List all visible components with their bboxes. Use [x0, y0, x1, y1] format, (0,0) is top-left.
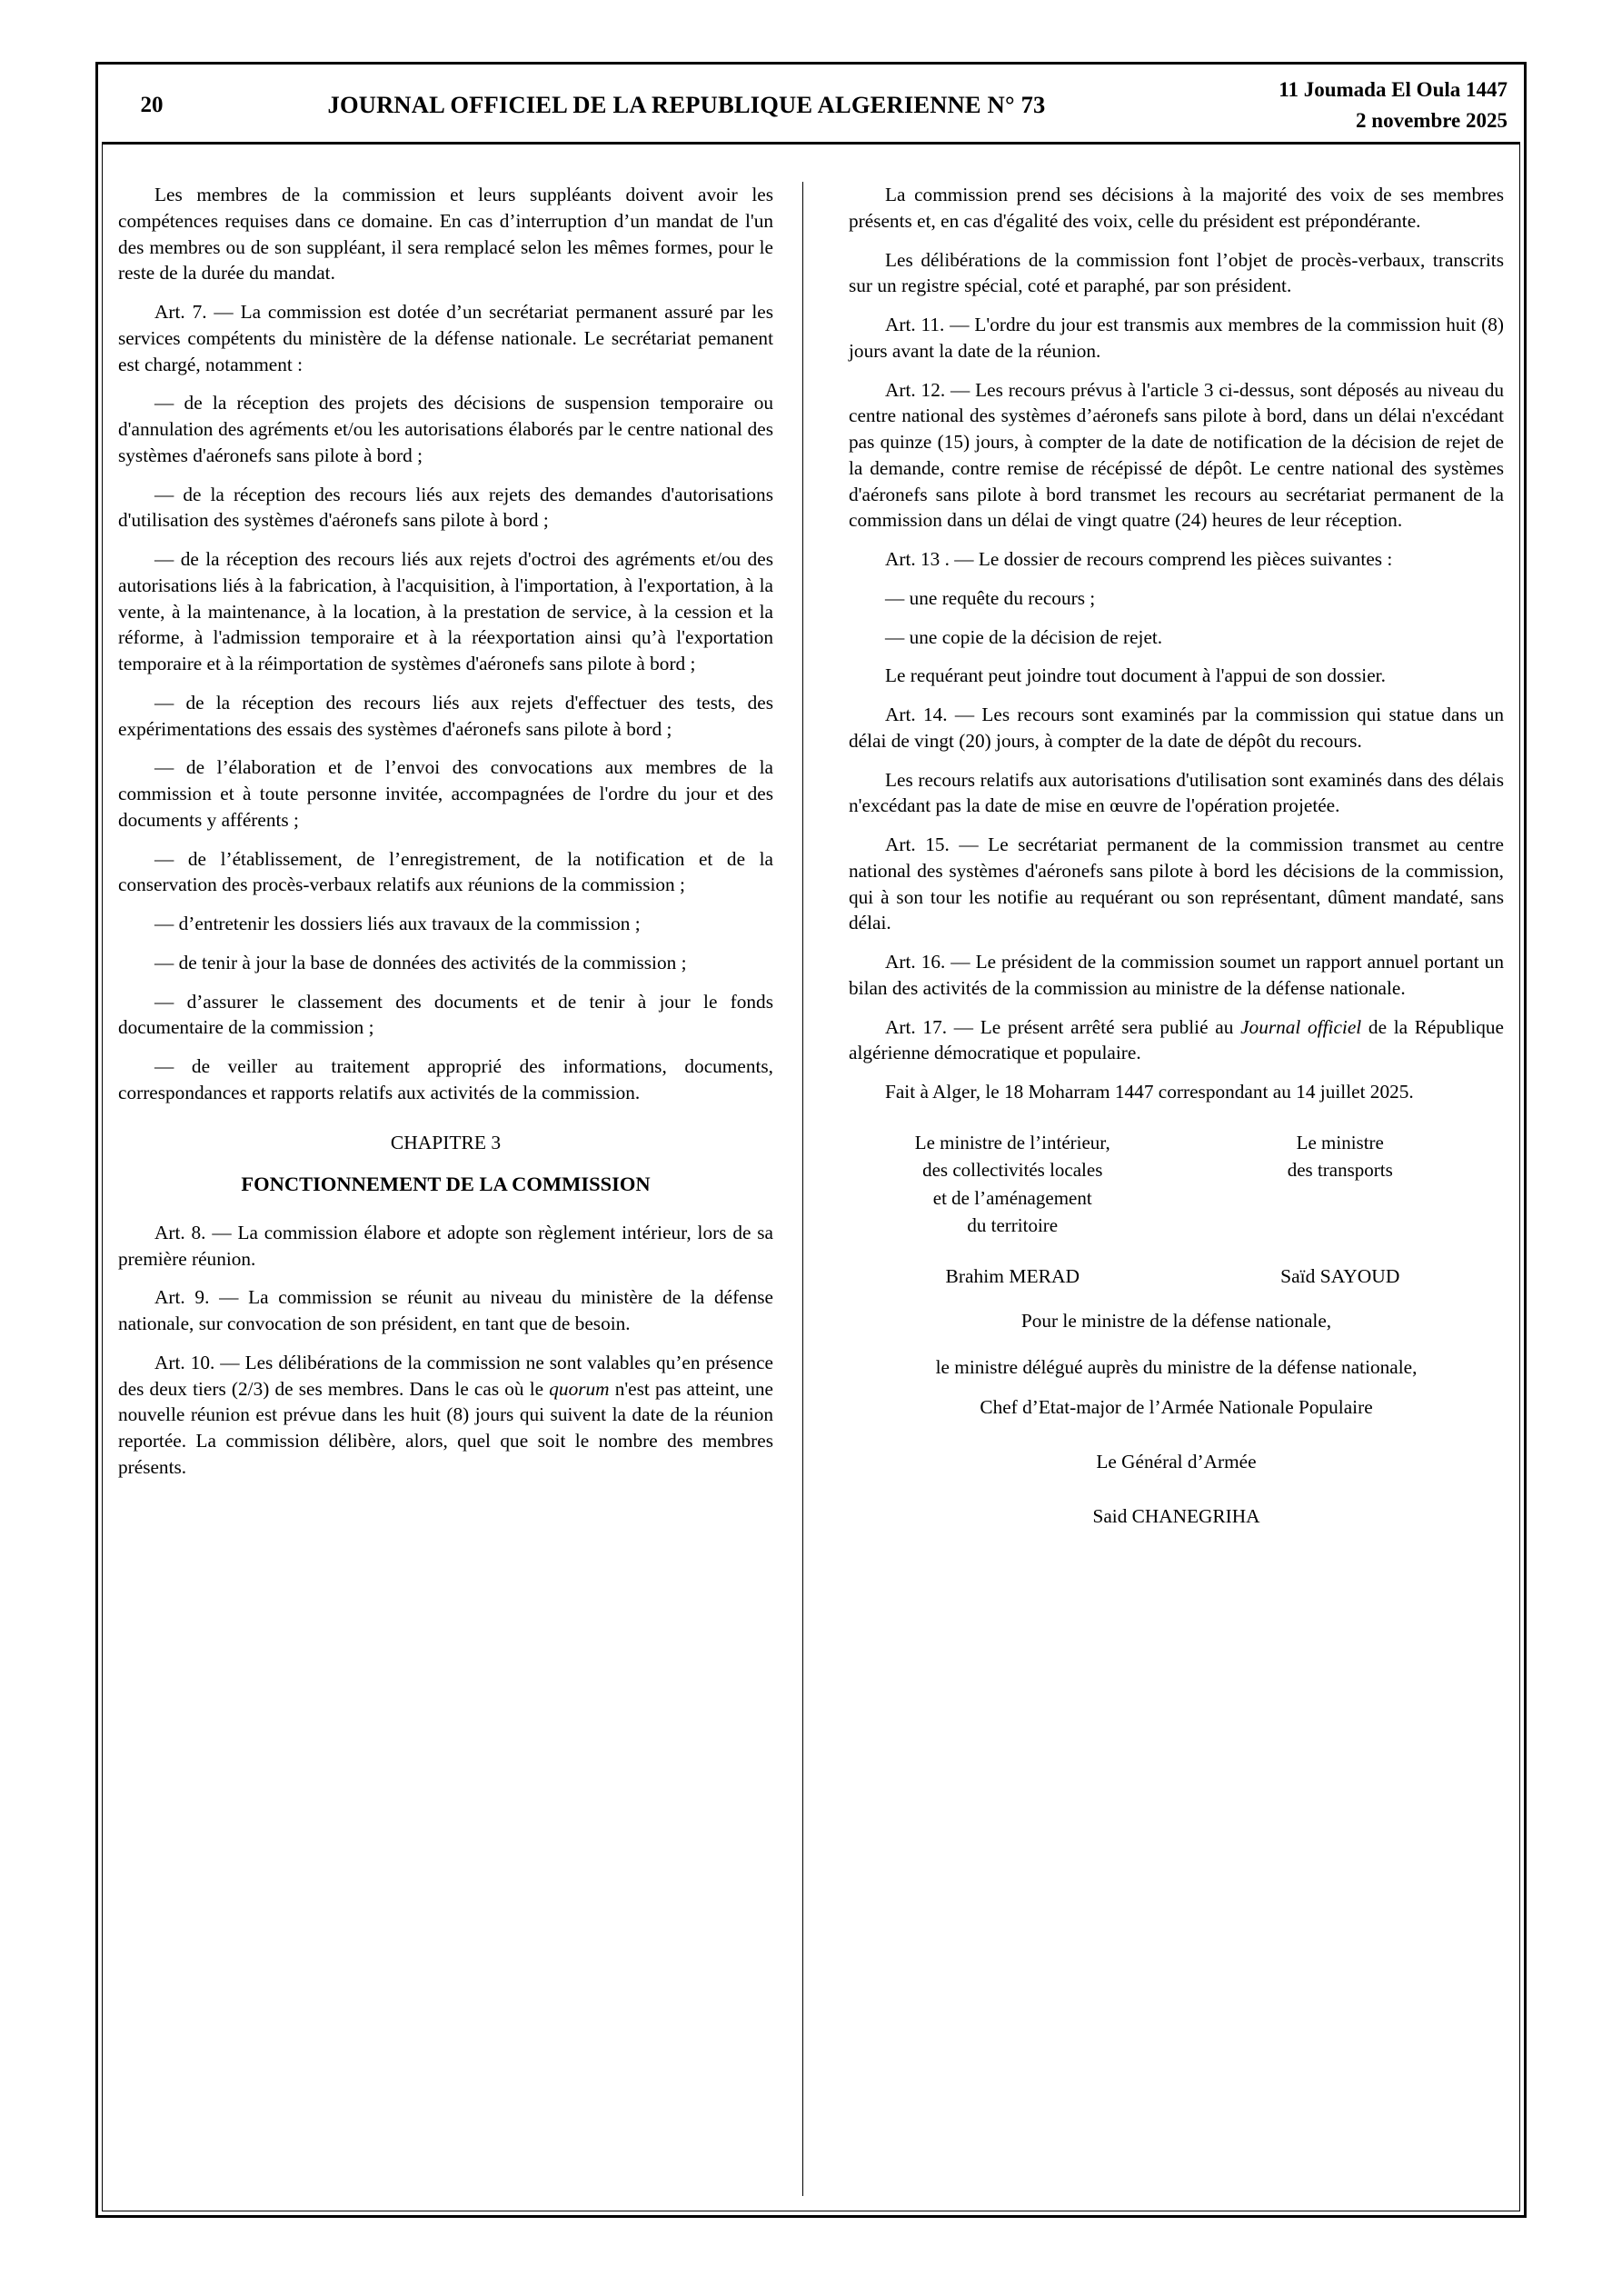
list-item: — de tenir à jour la base de données des activités de la commission ;: [154, 951, 687, 973]
defense-chief-title: Chef d’Etat-major de l’Armée Nationale Populaire: [980, 1396, 1373, 1419]
paragraph: La commission prend ses décisions à la majorité des voix de ses membres présents et, en cas d'égalité des voix, celle du président est prépondérante.: [849, 184, 1504, 232]
defense-title: le ministre délégué auprès du ministre de la défense nationale,: [935, 1356, 1418, 1379]
list-item: — de l’élaboration et de l’envoi des convocations aux membres de la commission et à toute personne invitée, accompagnées de l'ordre du jour et des documents y afférents ;: [118, 756, 773, 831]
signature-titles: [849, 1129, 1504, 1240]
list-item: — de la réception des recours liés aux rejets d'octroi des agréments et/ou des autorisations liés à la fabrication, à l'acquisition, à l'importation, à l'exportation, à la vente, à la maintenance, à la location, à la prestation de service, à la cession et la réforme, à l'admission temporaire et à la réexportation ainsi qu’à l'exportation temporaire et à la réimportation de systèmes d'aéronefs sans pilote à bord ;: [118, 548, 773, 674]
minister-interior-title: [849, 1129, 1177, 1240]
column-divider: [802, 182, 803, 2196]
article-12: Art. 12. — Les recours prévus à l'article 3 ci-dessus, sont déposés au niveau du centre national des systèmes d’aéronefs sans pilote à bord, dans un délai n'excédant pas quinze (15) jours, à compter de la date de notification de la décision de rejet de la demande, contre remise de récépissé de dépôt. Le centre national des systèmes d'aéronefs sans pilote à bord transmet les recours au secrétariat permanent de la commission dans un délai de vingt quatre (24) heures de leur réception.: [849, 378, 1504, 532]
minister-interior-title-line3: et de l’aménagement: [932, 1186, 1092, 1209]
left-column: [118, 182, 802, 2196]
paragraph: Les membres de la commission et leurs suppléants doivent avoir les compétences requises dans ce domaine. En cas d’interruption d’un mandat de l'un des membres ou de son suppléant, il sera remplacé selon les mêmes formes, pour le reste de la durée du mandat.: [118, 184, 773, 285]
chapter-number: CHAPITRE 3: [390, 1131, 502, 1153]
signature-names: [849, 1263, 1504, 1290]
paragraph: Le requérant peut joindre tout document à l'appui de son dossier.: [885, 664, 1386, 687]
chapter-title: FONCTIONNEMENT DE LA COMMISSION: [241, 1172, 651, 1195]
article-17-text-b: de la République algérienne démocratique et populaire.: [849, 1015, 1504, 1064]
list-item: — une requête du recours ;: [885, 586, 1096, 609]
quorum-italic: quorum: [549, 1377, 610, 1400]
minister-transport-title-line2: des transports: [1287, 1159, 1393, 1182]
gregorian-date: 2 novembre 2025: [1356, 108, 1508, 132]
minister-transport-title: [1177, 1129, 1505, 1240]
list-item: — d’entretenir les dossiers liés aux travaux de la commission ;: [154, 913, 641, 934]
article-8: Art. 8. — La commission élabore et adopte son règlement intérieur, lors de sa première réunion.: [118, 1221, 773, 1270]
list-item: — une copie de la décision de rejet.: [885, 625, 1163, 648]
minister-interior-title-line2: des collectivités locales: [922, 1159, 1103, 1182]
minister-transport-title-line1: Le ministre: [1296, 1131, 1384, 1153]
article-7: Art. 7. — La commission est dotée d’un secrétariat permanent assuré par les services compétents du ministère de la défense nationale. Le secrétariat pemanent est chargé, notamment :: [118, 301, 773, 375]
article-15: Art. 15. — Le secrétariat permanent de la commission transmet au centre national des systèmes d'aéronefs sans pilote à bord les décisions de la commission, qui à son tour les notifie au requérant ou son représentant, dûment mandaté, sans délai.: [849, 834, 1504, 934]
defense-intro: Pour le ministre de la défense nationale,: [1020, 1309, 1332, 1332]
page-header: [102, 68, 1520, 145]
paragraph: Les recours relatifs aux autorisations d'utilisation sont examinés dans des délais n'excédant pas la date de mise en œuvre de l'opération projetée.: [849, 768, 1504, 817]
page-number: 20: [140, 92, 164, 117]
list-item: — de l’établissement, de l’enregistrement, de la notification et de la conservation des procès-verbaux relatifs aux réunions de la commission ;: [118, 847, 773, 896]
defense-rank: Le Général d’Armée: [1096, 1450, 1257, 1472]
article-9: Art. 9. — La commission se réunit au niveau du ministère de la défense nationale, sur convocation de son président, en tant que de besoin.: [118, 1286, 773, 1335]
hijri-date: 11 Joumada El Oula 1447: [1279, 78, 1508, 102]
list-item: — de la réception des projets des décisions de suspension temporaire ou d'annulation des agréments et/ou les autorisations élaborés par le centre national des systèmes d'aéronefs sans pilote à bord ;: [118, 392, 773, 466]
signatory-name-defense: Said CHANEGRIHA: [1092, 1504, 1260, 1527]
list-item: — de la réception des recours liés aux rejets des demandes d'autorisations d'utilisation des systèmes d'aéronefs sans pilote à bord ;: [118, 483, 773, 532]
header-dates: [1189, 75, 1520, 135]
minister-interior-title-line1: Le ministre de l’intérieur,: [914, 1131, 1110, 1153]
article-16: Art. 16. — Le président de la commission soumet un rapport annuel portant un bilan des activités de la commission au ministre de la défense nationale.: [849, 951, 1504, 999]
body-columns: [118, 182, 1504, 2196]
article-17-text-a: Art. 17. — Le présent arrêté sera publié au: [885, 1015, 1241, 1038]
article-11: Art. 11. — L'ordre du jour est transmis aux membres de la commission huit (8) jours avant la date de la réunion.: [849, 314, 1504, 362]
signatory-name-interior: Brahim MERAD: [945, 1264, 1080, 1287]
article-10-text-b: n'est pas atteint, une nouvelle réunion est prévue dans les huit (8) jours qui suivent la date de la réunion reportée. La commission délibère, alors, quel que soit le nombre des membres présents.: [118, 1377, 773, 1478]
minister-interior-title-line4: du territoire: [967, 1214, 1059, 1237]
list-item: — de la réception des recours liés aux rejets d'effectuer des tests, des expérimentations des essais des systèmes d'aéronefs sans pilote à bord ;: [118, 691, 773, 740]
journal-officiel-italic: Journal officiel: [1240, 1015, 1362, 1038]
right-column: [820, 182, 1504, 2196]
article-13: Art. 13 . — Le dossier de recours comprend les pièces suivantes :: [885, 548, 1393, 570]
list-item: — d’assurer le classement des documents et de tenir à jour le fonds documentaire de la commission ;: [118, 990, 773, 1039]
article-17: [849, 1014, 1504, 1067]
list-item: — de veiller au traitement approprié des informations, documents, correspondances et rapports relatifs aux activités de la commission.: [118, 1055, 773, 1103]
signatory-name-transport: Saïd SAYOUD: [1280, 1264, 1400, 1287]
article-14: Art. 14. — Les recours sont examinés par la commission qui statue dans un délai de vingt (20) jours, à compter de la date de dépôt du recours.: [849, 704, 1504, 752]
journal-title: JOURNAL OFFICIEL DE LA REPUBLIQUE ALGERIENNE N° 73: [327, 91, 1046, 118]
article-10: [118, 1350, 773, 1481]
dateline: Fait à Alger, le 18 Moharram 1447 correspondant au 14 juillet 2025.: [885, 1081, 1414, 1103]
paragraph: Les délibérations de la commission font l’objet de procès-verbaux, transcrits sur un registre spécial, coté et paraphé, par son président.: [849, 248, 1504, 297]
signature-block: [849, 1129, 1504, 1531]
article-10-text-a: Art. 10. — Les délibérations de la commission ne sont valables qu’en présence des deux tiers (2/3) de ses membres. Dans le cas où le: [118, 1351, 773, 1400]
